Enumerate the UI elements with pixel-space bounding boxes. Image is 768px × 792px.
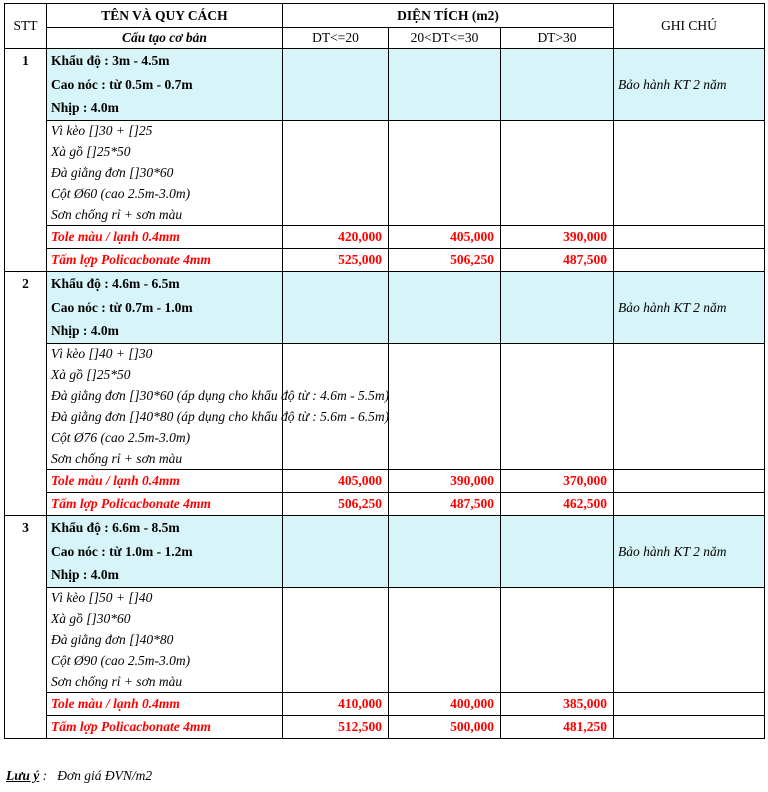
spec-cell: Cao nóc : từ 0.5m - 0.7m — [47, 73, 283, 97]
row-number: 3 — [5, 516, 47, 739]
price-value-3: 390,000 — [501, 226, 614, 249]
table-row — [5, 516, 765, 540]
price-note-cell — [614, 493, 765, 516]
spec-cell: Khẩu độ : 4.6m - 6.5m — [47, 272, 283, 296]
header-area-col-1: DT<=20 — [283, 28, 389, 49]
table-row — [5, 226, 765, 249]
material-cell: Đà giằng đơn []30*60 (áp dụng cho khẩu độ từ : 4.6m - 5.5m) — [47, 386, 283, 407]
material-area-1-cell — [283, 344, 389, 470]
price-value-2: 405,000 — [389, 226, 501, 249]
price-value-3: 481,250 — [501, 716, 614, 739]
material-cell: Cột Ø76 (cao 2.5m-3.0m) — [47, 428, 283, 449]
material-note-cell — [614, 121, 765, 226]
price-item-name: Tấm lợp Policacbonate 4mm — [47, 716, 283, 739]
row-number: 1 — [5, 49, 47, 272]
spec-area-2-cell — [389, 49, 501, 121]
price-value-1: 512,500 — [283, 716, 389, 739]
spec-cell: Khẩu độ : 6.6m - 8.5m — [47, 516, 283, 540]
material-area-2-cell — [389, 344, 501, 470]
price-value-2: 390,000 — [389, 470, 501, 493]
header-name: TÊN VÀ QUY CÁCH — [47, 4, 283, 28]
material-cell: Vì kèo []50 + []40 — [47, 588, 283, 609]
price-value-1: 405,000 — [283, 470, 389, 493]
spec-cell: Nhịp : 4.0m — [47, 564, 283, 588]
table-row — [5, 272, 765, 296]
material-note-cell — [614, 344, 765, 470]
price-note-cell — [614, 716, 765, 739]
material-area-2-cell — [389, 588, 501, 693]
material-cell: Vì kèo []40 + []30 — [47, 344, 283, 365]
price-note-cell — [614, 470, 765, 493]
price-table — [4, 3, 765, 739]
price-value-1: 420,000 — [283, 226, 389, 249]
table-row — [5, 693, 765, 716]
price-item-name: Tấm lợp Policacbonate 4mm — [47, 493, 283, 516]
material-area-1-cell — [283, 121, 389, 226]
table-row — [5, 470, 765, 493]
spec-area-2-cell — [389, 272, 501, 344]
price-note-cell — [614, 249, 765, 272]
spec-cell: Khẩu độ : 3m - 4.5m — [47, 49, 283, 73]
price-value-2: 487,500 — [389, 493, 501, 516]
price-value-1: 506,250 — [283, 493, 389, 516]
price-item-name: Tole màu / lạnh 0.4mm — [47, 226, 283, 249]
material-cell: Cột Ø60 (cao 2.5m-3.0m) — [47, 184, 283, 205]
warranty-note: Bảo hành KT 2 năm — [614, 272, 765, 344]
table-row — [5, 493, 765, 516]
material-cell: Cột Ø90 (cao 2.5m-3.0m) — [47, 651, 283, 672]
header-area: DIỆN TÍCH (m2) — [283, 4, 614, 28]
spec-cell: Nhịp : 4.0m — [47, 97, 283, 121]
header-stt: STT — [5, 4, 47, 49]
table-row — [5, 249, 765, 272]
table-row — [5, 344, 765, 365]
price-value-3: 385,000 — [501, 693, 614, 716]
material-area-3-cell — [501, 344, 614, 470]
header-area-col-3: DT>30 — [501, 28, 614, 49]
footer-note — [6, 768, 152, 784]
spec-cell: Nhịp : 4.0m — [47, 320, 283, 344]
footer-note-label: Lưu ý — [6, 768, 40, 783]
material-area-3-cell — [501, 588, 614, 693]
spec-area-3-cell — [501, 49, 614, 121]
spec-area-3-cell — [501, 272, 614, 344]
material-area-1-cell — [283, 588, 389, 693]
price-item-name: Tấm lợp Policacbonate 4mm — [47, 249, 283, 272]
header-name-sub: Cấu tạo cơ bản — [47, 28, 283, 49]
price-item-name: Tole màu / lạnh 0.4mm — [47, 693, 283, 716]
material-cell: Xà gồ []25*50 — [47, 142, 283, 163]
material-cell: Sơn chống rỉ + sơn màu — [47, 449, 283, 470]
header-note: GHI CHÚ — [614, 4, 765, 49]
material-area-3-cell — [501, 121, 614, 226]
spec-cell: Cao nóc : từ 0.7m - 1.0m — [47, 296, 283, 320]
price-value-1: 525,000 — [283, 249, 389, 272]
price-value-3: 462,500 — [501, 493, 614, 516]
price-note-cell — [614, 693, 765, 716]
spec-area-1-cell — [283, 272, 389, 344]
price-value-2: 400,000 — [389, 693, 501, 716]
material-cell: Sơn chống rỉ + sơn màu — [47, 672, 283, 693]
material-cell: Xà gồ []30*60 — [47, 609, 283, 630]
table-row — [5, 49, 765, 73]
spec-area-1-cell — [283, 49, 389, 121]
spec-area-1-cell — [283, 516, 389, 588]
header-area-col-2: 20<DT<=30 — [389, 28, 501, 49]
material-cell: Đà giằng đơn []40*80 — [47, 630, 283, 651]
spec-area-3-cell — [501, 516, 614, 588]
material-note-cell — [614, 588, 765, 693]
price-value-1: 410,000 — [283, 693, 389, 716]
table-row — [5, 121, 765, 142]
price-value-2: 500,000 — [389, 716, 501, 739]
spec-cell: Cao nóc : từ 1.0m - 1.2m — [47, 540, 283, 564]
material-cell: Đà giằng đơn []30*60 — [47, 163, 283, 184]
price-value-2: 506,250 — [389, 249, 501, 272]
price-value-3: 487,500 — [501, 249, 614, 272]
material-cell: Xà gồ []25*50 — [47, 365, 283, 386]
material-area-2-cell — [389, 121, 501, 226]
price-value-3: 370,000 — [501, 470, 614, 493]
footer-note-colon: : — [39, 768, 51, 783]
row-number: 2 — [5, 272, 47, 516]
table-row — [5, 588, 765, 609]
table-row — [5, 716, 765, 739]
footer-note-text: Đơn giá ĐVN/m2 — [57, 768, 153, 783]
warranty-note: Bảo hành KT 2 năm — [614, 516, 765, 588]
warranty-note: Bảo hành KT 2 năm — [614, 49, 765, 121]
material-cell: Đà giằng đơn []40*80 (áp dụng cho khẩu độ từ : 5.6m - 6.5m) — [47, 407, 283, 428]
spec-area-2-cell — [389, 516, 501, 588]
material-cell: Vì kèo []30 + []25 — [47, 121, 283, 142]
material-cell: Sơn chống rỉ + sơn màu — [47, 205, 283, 226]
price-item-name: Tole màu / lạnh 0.4mm — [47, 470, 283, 493]
price-note-cell — [614, 226, 765, 249]
